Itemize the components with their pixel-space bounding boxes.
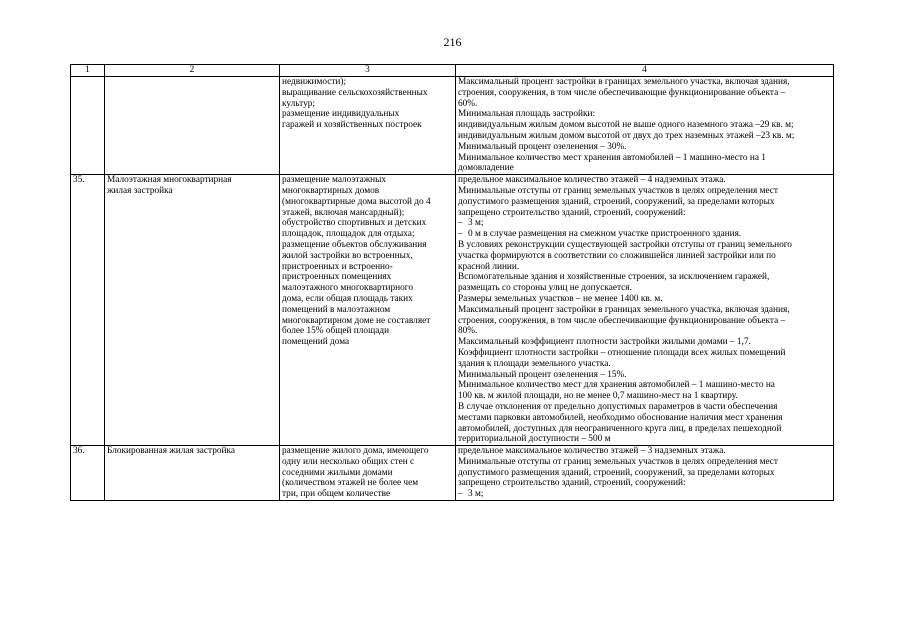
param-line: 60%.: [458, 98, 478, 109]
use-line: жилой застройки во встроенных,: [282, 250, 413, 261]
param-line: индивидуальным жилым домом высотой от двух до трех наземных этажей –23 кв. м;: [458, 130, 795, 141]
param-line: строения, сооружения, в том числе обеспечивающие функционирование объекта –: [458, 87, 786, 98]
param-dash-line: – 3 м;: [458, 489, 831, 500]
use-line: пристроенных и встроенно-: [282, 261, 393, 272]
use-line: размещение жилого дома, имеющего: [282, 446, 429, 457]
use-line: культур;: [282, 98, 315, 109]
param-line: территориальной доступности – 500 м: [458, 434, 611, 445]
use-line: обустройство спортивных и детских: [282, 218, 427, 229]
zone-name-cell: [105, 77, 280, 175]
table-row: [71, 175, 834, 446]
param-dash-line: – 3 м;: [458, 218, 831, 229]
param-line: предельное максимальное количество этажей – 4 надземных этажа.: [458, 175, 726, 186]
param-line: местами парковки автомобилей, необходимо обоснование наличия мест хранения: [458, 412, 783, 423]
use-line: помещений дома: [282, 337, 350, 348]
param-line: Размеры земельных участков – не менее 1400 кв. м.: [458, 293, 663, 304]
parameters-cell: [456, 77, 834, 175]
param-line: Минимальный процент озеленения – 30%.: [458, 141, 627, 152]
use-line: одну или несколько общих стен с: [282, 456, 415, 467]
table-row: [71, 77, 834, 175]
param-line: Минимальное количество мест для хранения автомобилей – 1 машино-место на: [458, 380, 775, 391]
use-line: помещений в малоэтажном: [282, 304, 391, 315]
use-line: размещение объектов обслуживания: [282, 239, 427, 250]
use-line: три, при общем количестве: [282, 489, 391, 500]
param-line: Вспомогательные здания и хозяйственные строения, за исключением гаражей,: [458, 272, 770, 283]
use-line: соседними жилыми домами: [282, 467, 393, 478]
zone-name-cell: [105, 175, 280, 446]
param-line: здания к площади земельного участка.: [458, 358, 611, 369]
use-line: (многоквартирные дома высотой до 4: [282, 196, 431, 207]
param-line: красной линии.: [458, 261, 520, 272]
parameters-cell: [456, 446, 834, 501]
zone-name-line: Блокированная жилая застройка: [107, 446, 236, 457]
use-line: многоквартирном доме не составляет: [282, 315, 431, 326]
param-line: Минимальная площадь застройки:: [458, 109, 596, 120]
zoning-regulations-table: [70, 64, 834, 501]
zone-name-line: жилая застройка: [107, 185, 173, 196]
row-number-cell: [71, 77, 105, 175]
zone-name-cell: [105, 446, 280, 501]
param-dash-line: – 0 м в случае размещения на смежном участке пристроенного здания.: [458, 229, 831, 240]
use-line: площадок, площадок для отдыха;: [282, 229, 415, 240]
use-line: этажей, включая мансардный);: [282, 207, 405, 218]
param-line: В случае отклонения от предельно допустимых параметров в части обеспечения: [458, 401, 778, 412]
column-header-3: 3: [280, 65, 456, 77]
use-line: (количеством этажей не более чем: [282, 478, 419, 489]
table-row: [71, 446, 834, 501]
table-header-row: [71, 65, 834, 77]
parameters-cell: [456, 175, 834, 446]
param-line: индивидуальным жилым домом высотой не выше одного наземного этажа –29 кв. м;: [458, 120, 794, 131]
use-line: более 15% общей площади: [282, 326, 390, 337]
use-line: многоквартирных домов: [282, 185, 380, 196]
param-line: Максимальный коэффициент плотности застройки жилыми домами – 1,7.: [458, 337, 751, 348]
param-line: Минимальный процент озеленения – 15%.: [458, 369, 627, 380]
use-line: гаражей и хозяйственных построек: [282, 120, 422, 131]
param-line: запрещено строительство зданий, строений, сооружений:: [458, 207, 686, 218]
permitted-uses-cell: [280, 175, 456, 446]
param-line: Минимальные отступы от границ земельных участков в целях определения мест: [458, 185, 778, 196]
param-line: 100 кв. м жилой площади, но не менее 0,7 машино-мест на 1 квартиру.: [458, 391, 738, 402]
param-line: 80%.: [458, 326, 478, 337]
permitted-uses-cell: [280, 446, 456, 501]
param-line: Минимальное количество мест хранения автомобилей – 1 машино-место на 1: [458, 152, 766, 163]
row-number-cell: 35.: [71, 175, 105, 446]
column-header-2: 2: [105, 65, 280, 77]
page-number: 216: [443, 35, 462, 49]
use-line: дома, если общая площадь таких: [282, 293, 413, 304]
param-line: Минимальные отступы от границ земельных участков в целях определения мест: [458, 456, 778, 467]
param-line: допустимого размещения зданий, строений, сооружений, за пределами которых: [458, 196, 775, 207]
use-line: недвижимости);: [282, 77, 347, 87]
param-line: запрещено строительство зданий, строений, сооружений:: [458, 478, 686, 489]
row-number-cell: 36.: [71, 446, 105, 501]
zone-name-line: Малоэтажная многоквартирная: [107, 175, 232, 186]
param-line: размещать со стороны улиц не допускается.: [458, 283, 632, 294]
param-line: В условиях реконструкции существующей застройки отступы от границ земельного: [458, 239, 792, 250]
permitted-uses-cell: [280, 77, 456, 175]
param-line: допустимого размещения зданий, строений, сооружений, за пределами которых: [458, 467, 775, 478]
param-line: Максимальный процент застройки в границах земельного участка, включая здания,: [458, 304, 790, 315]
column-header-4: 4: [456, 65, 834, 77]
param-line: предельное максимальное количество этажей – 3 надземных этажа.: [458, 446, 726, 457]
param-line: строения, сооружения, в том числе обеспечивающие функционирование объекта –: [458, 315, 786, 326]
use-line: пристроенных помещениях: [282, 272, 392, 283]
param-line: Коэффициент плотности застройки – отношение площади всех жилых помещений: [458, 347, 786, 358]
column-header-1: 1: [71, 65, 105, 77]
use-line: размещение малоэтажных: [282, 175, 387, 186]
use-line: малоэтажного многоквартирного: [282, 283, 414, 294]
use-line: размещение индивидуальных: [282, 109, 400, 120]
param-line: домовладение: [458, 163, 514, 174]
use-line: выращивание сельскохозяйственных: [282, 87, 428, 98]
param-line: участка формируются в соответствии со сложившейся линией застройки или по: [458, 250, 776, 261]
param-line: автомобилей, доступных для неограниченного круга лиц, в пределах пешеходной: [458, 423, 782, 434]
param-line: Максимальный процент застройки в границах земельного участка, включая здания,: [458, 77, 790, 87]
